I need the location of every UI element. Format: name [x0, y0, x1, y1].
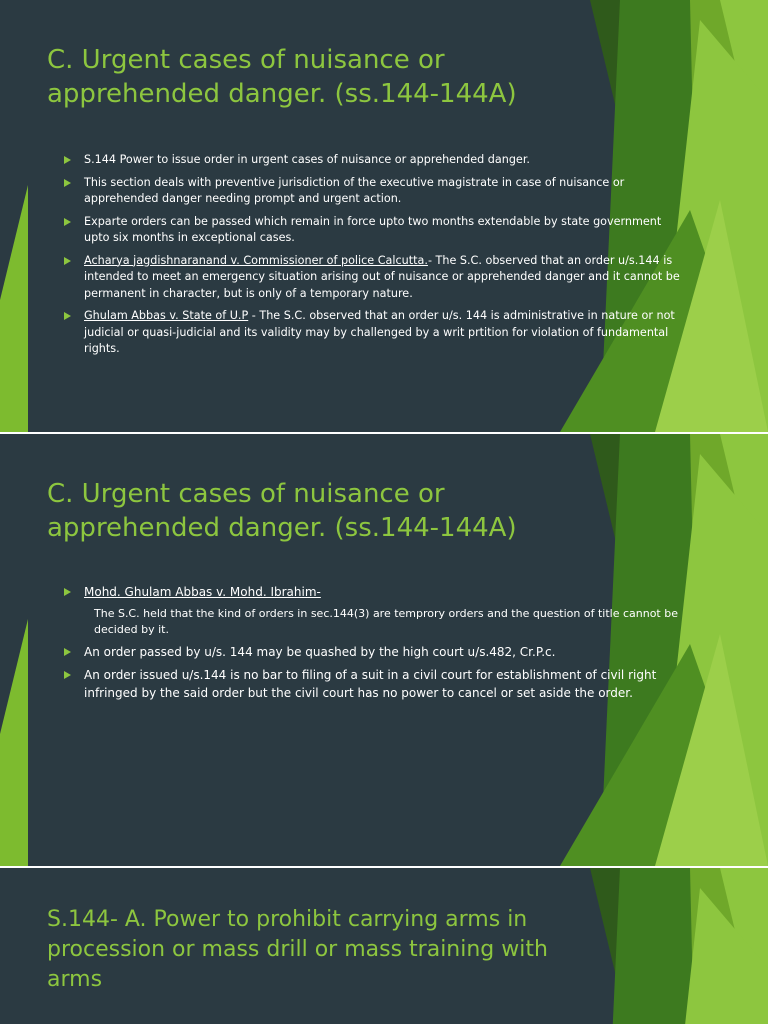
slide-2-title: C. Urgent cases of nuisance or apprehended danger. (ss.144-144A)	[47, 479, 517, 543]
slide-2-bullets	[62, 584, 690, 708]
bullet-arrow-icon	[64, 179, 71, 187]
slide-2	[0, 434, 768, 866]
slide-3-title: S.144- A. Power to prohibit carrying arms in procession or mass drill or mass training with arms	[47, 907, 548, 992]
case-citation: Mohd. Ghulam Abbas v. Mohd. Ibrahim-	[84, 585, 321, 599]
bullet-arrow-icon	[64, 257, 71, 265]
list-item: This section deals with preventive jurisdiction of the executive magistrate in case of nuisance or apprehended danger needing prompt and urgent action.	[62, 175, 690, 208]
case-holding: The S.C. held that the kind of orders in sec.144(3) are temprory orders and the question of title cannot be decided by it.	[94, 606, 678, 636]
case-citation: Ghulam Abbas v. State of U.P	[84, 309, 249, 322]
bullet-arrow-icon	[64, 671, 71, 679]
list-item: S.144 Power to issue order in urgent cases of nuisance or apprehended danger.	[62, 152, 690, 169]
case-citation: Acharya jagdishnaranand v. Commissioner of police Calcutta.	[84, 253, 428, 267]
list-item: Ghulam Abbas v. State of U.P - The S.C. observed that an order u/s. 144 is administrative in nature or not judicial or quasi-judicial and its validity may by challenged by a writ prtition for violation of fundamental rights.	[62, 308, 690, 358]
slide-1-title: C. Urgent cases of nuisance or apprehended danger. (ss.144-144A)	[47, 45, 517, 109]
list-item: An order passed by u/s. 144 may be quashed by the high court u/s.482, Cr.P.c.	[62, 644, 690, 662]
list-item: Acharya jagdishnaranand v. Commissioner of police Calcutta.- The S.C. observed that an order u/s.144 is intended to meet an emergency situation arising out of nuisance or apprehended danger and it cannot be permanent in character, but is only of a temporary nature.	[62, 253, 690, 303]
bullet-arrow-icon	[64, 218, 71, 226]
list-item: Exparte orders can be passed which remain in force upto two months extendable by state government upto six months in exceptional cases.	[62, 214, 690, 247]
list-item	[62, 584, 690, 638]
slide-1	[0, 0, 768, 432]
list-item: An order issued u/s.144 is no bar to filing of a suit in a civil court for establishment of civil right infringed by the said order but the civil court has no power to cancel or set aside the order.	[62, 667, 690, 702]
bullet-arrow-icon	[64, 648, 71, 656]
bullet-arrow-icon	[64, 156, 71, 164]
bullet-arrow-icon	[64, 312, 71, 320]
bullet-arrow-icon	[64, 588, 71, 596]
slide-1-bullets	[62, 152, 690, 364]
slide-3	[0, 868, 768, 1024]
